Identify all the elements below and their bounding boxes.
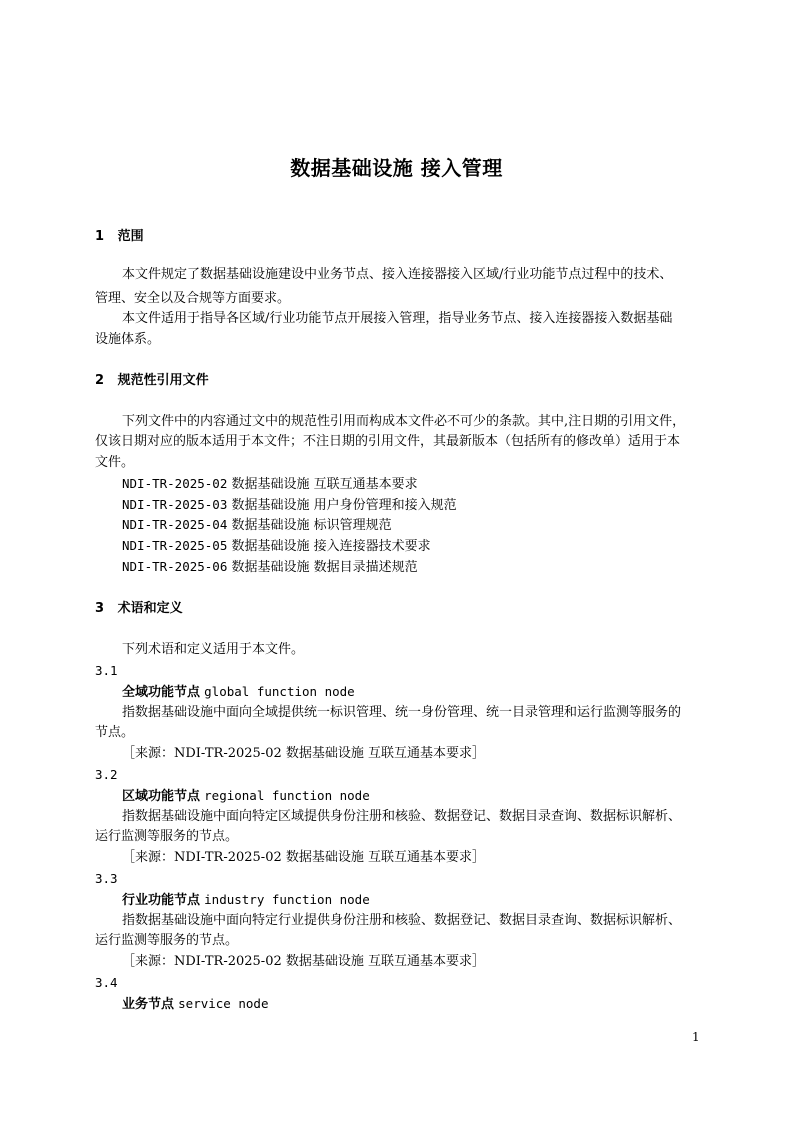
term-number: 3.1 [95, 663, 118, 678]
reference-item [122, 474, 418, 495]
section-2-heading [95, 371, 209, 391]
reference-item [122, 557, 418, 578]
section-number: 1 [95, 229, 105, 244]
term-source: ［来源：NDI-TR-2025-02 数据基础设施 互联互通基本要求］ [122, 954, 485, 969]
paragraph-line: 管理、安全以及合规等方面要求。 [95, 291, 291, 306]
section-number: 3 [95, 601, 105, 616]
reference-title: 数据基础设施 数据目录描述规范 [231, 560, 418, 575]
term-source: ［来源：NDI-TR-2025-02 数据基础设施 互联互通基本要求］ [122, 746, 485, 761]
paragraph-line: 运行监测等服务的节点。 [95, 933, 239, 948]
paragraph-line: 运行监测等服务的节点。 [95, 829, 239, 844]
paragraph-line: 本文件规定了数据基础设施建设中业务节点、接入连接器接入区域/行业功能节点过程中的技术、 [122, 267, 673, 282]
term-en: global function node [204, 684, 355, 699]
term-heading [122, 682, 355, 703]
term-cn: 全域功能节点 [122, 685, 201, 700]
paragraph-line: 设施体系。 [95, 332, 161, 347]
term-number: 3.2 [95, 767, 118, 782]
paragraph-line: 下列术语和定义适用于本文件。 [122, 642, 305, 657]
section-title: 规范性引用文件 [117, 373, 209, 388]
term-source: ［来源：NDI-TR-2025-02 数据基础设施 互联互通基本要求］ [122, 850, 485, 865]
section-title: 术语和定义 [117, 601, 183, 616]
paragraph-line: 文件。 [95, 455, 135, 470]
paragraph-line: 指数据基础设施中面向全域提供统一标识管理、统一身份管理、统一目录管理和运行监测等服务的 [122, 705, 682, 720]
paragraph-line: 指数据基础设施中面向特定区域提供身份注册和核验、数据登记、数据目录查询、数据标识解析、 [122, 809, 682, 824]
reference-item [122, 495, 457, 516]
section-3-heading [95, 599, 183, 619]
paragraph-line: 仅该日期对应的版本适用于本文件；不注日期的引用文件，其最新版本（包括所有的修改单）适用于本 [95, 434, 681, 449]
reference-code: NDI-TR-2025-02 [122, 476, 228, 491]
reference-item [122, 536, 431, 557]
term-heading [122, 786, 370, 807]
paragraph-line: 下列文件中的内容通过文中的规范性引用而构成本文件必不可少的条款。其中,注日期的引用文件， [122, 414, 686, 429]
paragraph-line: 节点。 [95, 725, 135, 740]
term-cn: 区域功能节点 [122, 789, 201, 804]
term-cn: 行业功能节点 [122, 893, 201, 908]
section-1-heading [95, 227, 144, 247]
reference-code: NDI-TR-2025-03 [122, 497, 228, 512]
reference-title: 数据基础设施 接入连接器技术要求 [231, 539, 431, 554]
reference-title: 数据基础设施 互联互通基本要求 [231, 477, 418, 492]
term-en: industry function node [204, 892, 370, 907]
reference-item [122, 515, 392, 536]
paragraph-line: 指数据基础设施中面向特定行业提供身份注册和核验、数据登记、数据目录查询、数据标识解析、 [122, 913, 682, 928]
reference-title: 数据基础设施 用户身份管理和接入规范 [231, 498, 457, 513]
page-number: 1 [692, 1030, 700, 1044]
reference-code: NDI-TR-2025-05 [122, 538, 228, 553]
term-en: service node [178, 996, 269, 1011]
term-heading [122, 890, 370, 911]
paragraph-line: 本文件适用于指导各区域/行业功能节点开展接入管理，指导业务节点、接入连接器接入数据基础 [122, 311, 673, 326]
document-title: 数据基础设施 接入管理 [290, 156, 503, 180]
term-heading [122, 994, 268, 1015]
section-number: 2 [95, 373, 105, 388]
term-number: 3.4 [95, 975, 118, 990]
term-en: regional function node [204, 788, 370, 803]
reference-code: NDI-TR-2025-06 [122, 559, 228, 574]
section-title: 范围 [117, 229, 144, 244]
term-cn: 业务节点 [122, 997, 175, 1012]
reference-title: 数据基础设施 标识管理规范 [231, 518, 392, 533]
term-number: 3.3 [95, 871, 118, 886]
reference-code: NDI-TR-2025-04 [122, 517, 228, 532]
